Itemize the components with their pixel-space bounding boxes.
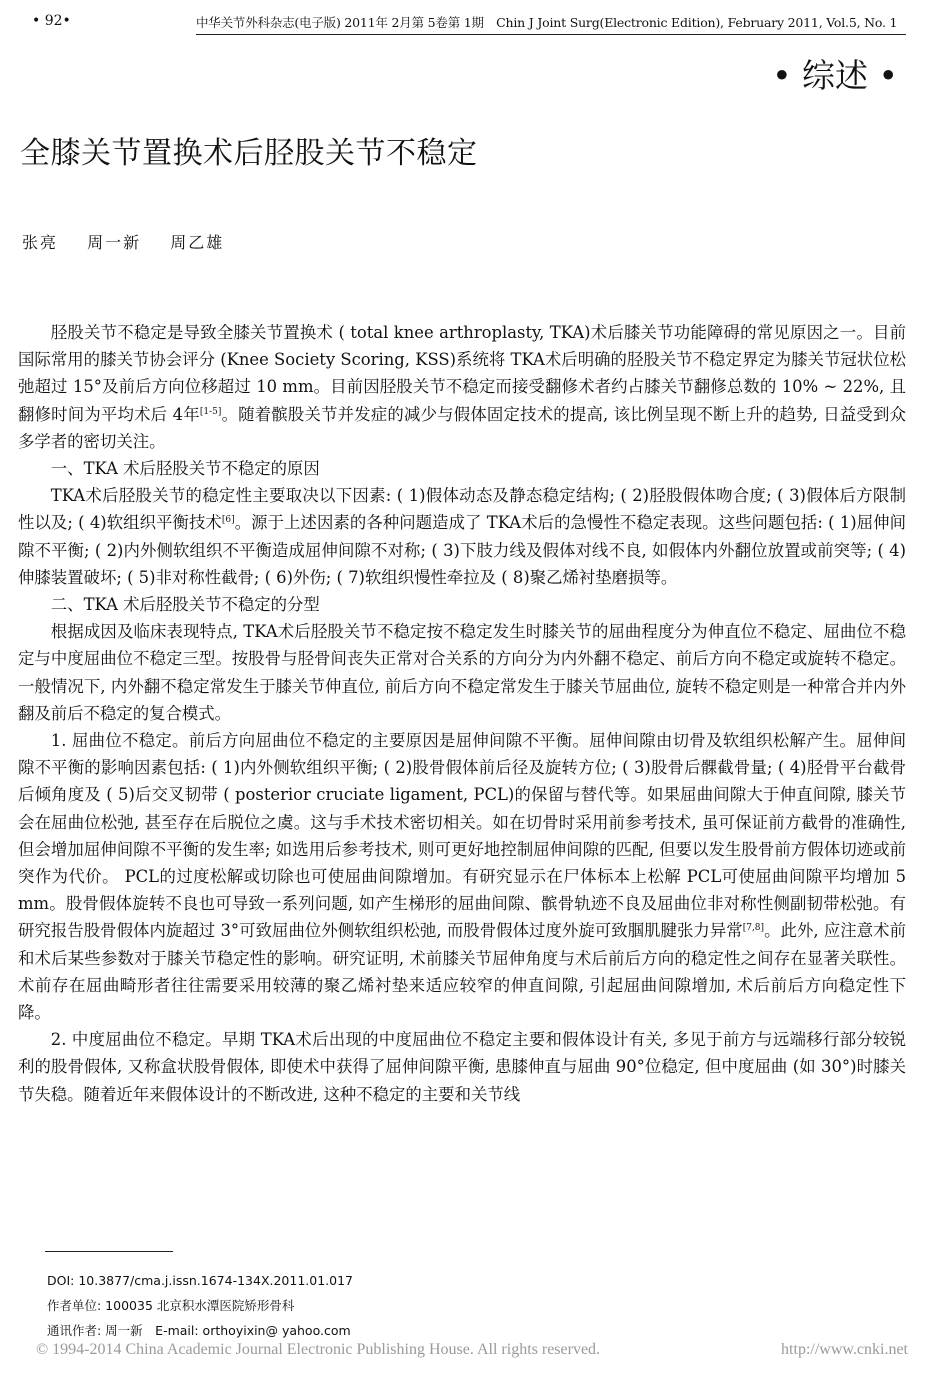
citation-ref: [1-5] xyxy=(199,406,222,417)
footnote-rule xyxy=(45,1251,173,1252)
page-number: • 92• xyxy=(32,13,71,29)
copyright-text: © 1994-2014 China Academic Journal Electronic Publishing House. All rights reserved. xyxy=(36,1341,601,1358)
author-list xyxy=(22,230,246,253)
section-heading: 二、TKA 术后胫股关节不稳定的分型 xyxy=(50,595,320,615)
body-paragraph: 根据成因及临床表现特点, TKA术后胫股关节不稳定按不稳定发生时膝关节的屈曲程度分为伸直位不稳定、屈曲位不稳定与中度屈曲位不稳定三型。按股骨与胫骨间丧失正常对合关系的方向分为内外翻不稳定、前后方向不稳定或旋转不稳定。一般情况下, 内外翻不稳定常发生于膝关节伸直位, 前后方向不稳定常发生于膝关节屈曲位, 旋转不稳定则是一种常合并内外翻及前后不稳定的复合模式。 xyxy=(18,622,906,723)
journal-running-header: 中华关节外科杂志(电子版) 2011年 2月第 5卷第 1期 Chin J Joint Surg(Electronic Edition), February 2011, Vol.5, No. 1 xyxy=(196,15,898,30)
section-heading: 一、TKA 术后胫股关节不稳定的原因 xyxy=(50,459,320,479)
body-paragraph: 2. 中度屈曲位不稳定。早期 TKA术后出现的中度屈曲位不稳定主要和假体设计有关, 多见于前方与远端移行部分较锐利的股骨假体, 又称盒状股骨假体, 即使术中获得了屈伸间隙平衡, 患膝伸直与屈曲 90°位稳定, 但中度屈曲 (如 30°)时膝关节失稳。随着近年来假体设计的不断改进, 这种不稳定的主要和关节线 xyxy=(18,1030,906,1104)
cnki-url: http://www.cnki.net xyxy=(781,1341,908,1358)
author-name: 周一新 xyxy=(87,233,142,252)
affiliation-line: 作者单位: 100035 北京积水潭医院矫形骨科 xyxy=(47,1298,295,1313)
section-label: • 综述 • xyxy=(772,56,898,95)
author-name: 张亮 xyxy=(22,233,59,252)
article-title: 全膝关节置换术后胫股关节不稳定 xyxy=(20,136,478,171)
citation-ref: [7,8] xyxy=(742,923,765,934)
doi-line: DOI: 10.3877/cma.j.issn.1674-134X.2011.01.017 xyxy=(47,1273,353,1288)
copyright-watermark xyxy=(36,1341,908,1359)
body-paragraph: 1. 屈曲位不稳定。前后方向屈曲位不稳定的主要原因是屈伸间隙不平衡。屈伸间隙由切骨及软组织松解产生。屈伸间隙不平衡的影响因素包括: ( 1)内外侧软组织平衡; ( 2)股骨假体前后径及旋转方位; ( 3)股骨后髁截骨量; ( 4)胫骨平台截骨后倾角度及 ( 5)后交叉韧带 ( posterior cruciate ligament, PCL)的保留与替代等。如果屈曲间隙大于伸直间隙, 膝关节会在屈曲位松弛, 甚至存在后脱位之虞。这与手术技术密切相关。如在切骨时采用前参考技术, 虽可保证前方截骨的准确性, 但会增加屈伸间隙不平衡的发生率; 如选用后参考技术, 则可更好地控制屈伸间隙的匹配, 但要以发生股骨前方假体切迹或前突作为代价。 PCL的过度松解或切除也可使屈曲间隙增加。有研究显示在尸体标本上松解 PCL可使屈曲间隙平均增加 5 mm。股骨假体旋转不良也可导致一系列问题, 如产生梯形的屈曲间隙、髌骨轨迹不良及屈曲位非对称性侧副韧带松弛。有研究报告股骨假体内旋超过 3°可致屈曲位外侧软组织松弛, 而股骨假体过度外旋可致腘肌腱张力异常[7,8]。此外, 应注意术前和术后某些参数对于膝关节稳定性的影响。研究证明, 术前膝关节屈伸角度与术后前后方向的稳定性之间存在显著关联性。术前存在屈曲畸形者往往需要采用较薄的聚乙烯衬垫来适应较窄的伸直间隙, 引起屈曲间隙增加, 术后前后方向稳定性下降。 xyxy=(18,731,906,1023)
body-paragraph: TKA术后胫股关节的稳定性主要取决以下因素: ( 1)假体动态及静态稳定结构; ( 2)胫股假体吻合度; ( 3)假体后方限制性以及; ( 4)软组织平衡技术[6]。源于上述因素的各种问题造成了 TKA术后的急慢性不稳定表现。这些问题包括: ( 1)屈伸间隙不平衡; ( 2)内外侧软组织不平衡造成屈伸间隙不对称; ( 3)下肢力线及假体对线不良, 如假体内外翻位放置或前突等; ( 4)伸膝装置破坏; ( 5)非对称性截骨; ( 6)外伤; ( 7)软组织慢性牵拉及 ( 8)聚乙烯衬垫磨损等。 xyxy=(18,486,906,587)
body-paragraph: 胫股关节不稳定是导致全膝关节置换术 ( total knee arthroplasty, TKA)术后膝关节功能障碍的常见原因之一。目前国际常用的膝关节协会评分 (Knee Society Scoring, KSS)系统将 TKA术后明确的胫股关节不稳定界定为膝关节冠状位松弛超过 15°及前后方向位移超过 10 mm。目前因胫股关节不稳定而接受翻修术者约占膝关节翻修总数的 10% ~ 22%, 且翻修时间为平均术后 4年[1-5]。随着髌股关节并发症的减少与假体固定技术的提高, 该比例呈现不断上升的趋势, 日益受到众多学者的密切关注。 xyxy=(18,323,906,451)
header-rule xyxy=(196,34,906,35)
author-name: 周乙雄 xyxy=(170,233,225,252)
citation-ref: [6] xyxy=(221,515,235,526)
correspondence-line: 通讯作者: 周一新 E-mail: orthoyixin@ yahoo.com xyxy=(47,1323,351,1338)
article-body xyxy=(18,319,906,1108)
footnotes xyxy=(47,1268,353,1343)
